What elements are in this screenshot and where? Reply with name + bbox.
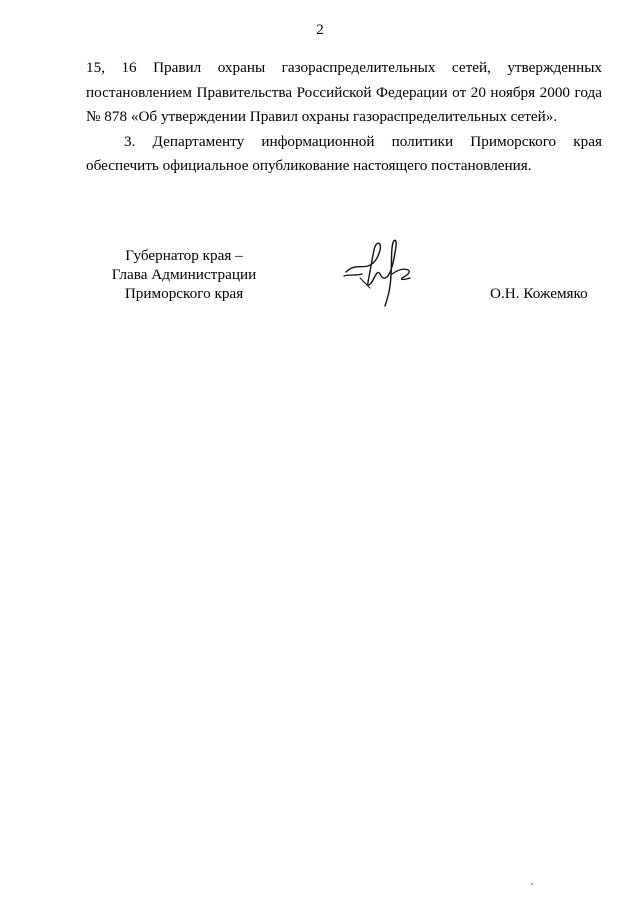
paragraph-item-3 [86,130,602,179]
signatory-name: О.Н. Кожемяко [490,285,588,302]
document-body [86,56,602,179]
signatory-title-line: Глава Администрации [111,266,257,283]
paragraph-continuation [86,56,602,130]
paragraph-line: 15, 16 Правил охраны газораспределительных сетей, утвержденных [86,59,602,76]
paragraph-line: № 878 «Об утверждении Правил охраны газораспределительных сетей». [86,108,558,125]
signatory-title-line: Приморского края [124,285,244,302]
page-number: 2 [316,22,324,38]
paragraph-line: обеспечить официальное опубликование настоящего постановления. [86,157,532,174]
paragraph-line: постановлением Правительства Российской Федерации от 20 ноября 2000 года [86,83,602,101]
handwritten-signature [340,224,416,312]
signatory-title-line: Губернатор края – [125,247,243,264]
signatory-title [84,246,284,303]
scan-speck [531,883,533,885]
paragraph-line: 3. Департаменту информационной политики Приморского края [124,132,602,150]
signature-block [0,246,640,316]
